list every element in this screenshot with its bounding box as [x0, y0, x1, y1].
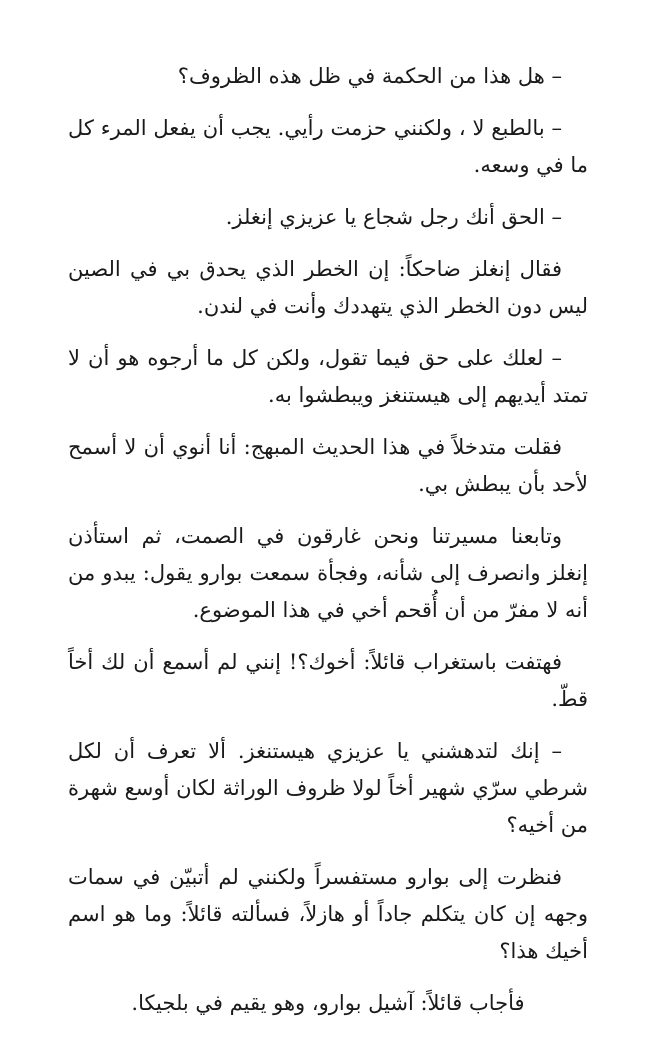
narrative-paragraph: فنظرت إلى بوارو مستفسراً ولكنني لم أتبيّن في سمات وجهه إن كان يتكلم جاداً أو هازلاً، فسألته قائلاً: وما هو اسم أخيك هذا؟ [68, 865, 588, 963]
book-page-text [68, 58, 588, 1037]
dialogue-paragraph: – إنك لتدهشني يا عزيزي هيستنغز. ألا تعرف أن لكل شرطي سرّي شهير أخاً لولا ظروف الوراثة لكان أوسع شهرة من أخيه؟ [68, 739, 588, 837]
narrative-paragraph: فقلت متدخلاً في هذا الحديث المبهج: أنا أنوي أن لا أسمح لأحد بأن يبطش بي. [68, 435, 588, 496]
narrative-paragraph: وتابعنا مسيرتنا ونحن غارقون في الصمت، ثم استأذن إنغلز وانصرف إلى شأنه، وفجأة سمعت بوارو يقول: يبدو من أنه لا مفرّ من أن أُقحم أخي في هذا الموضوع. [68, 524, 588, 622]
narrative-paragraph: فأجاب قائلاً: آشيل بوارو، وهو يقيم في بلجيكا. [131, 991, 525, 1015]
dialogue-paragraph: – الحق أنك رجل شجاع يا عزيزي إنغلز. [225, 205, 562, 229]
dialogue-paragraph: – بالطبع لا ، ولكنني حزمت رأيي. يجب أن يفعل المرء كل ما في وسعه. [68, 116, 588, 177]
dialogue-paragraph: – لعلك على حق فيما تقول، ولكن كل ما أرجوه هو أن لا تمتد أيديهم إلى هيستنغز ويبطشوا به. [68, 346, 588, 407]
dialogue-paragraph: – هل هذا من الحكمة في ظل هذه الظروف؟ [177, 64, 562, 88]
narrative-paragraph: فهتفت باستغراب قائلاً: أخوك؟! إنني لم أسمع أن لك أخاً قطّ. [68, 650, 588, 711]
narrative-paragraph: فقال إنغلز ضاحكاً: إن الخطر الذي يحدق بي في الصين ليس دون الخطر الذي يتهددك وأنت في لندن. [68, 257, 588, 318]
